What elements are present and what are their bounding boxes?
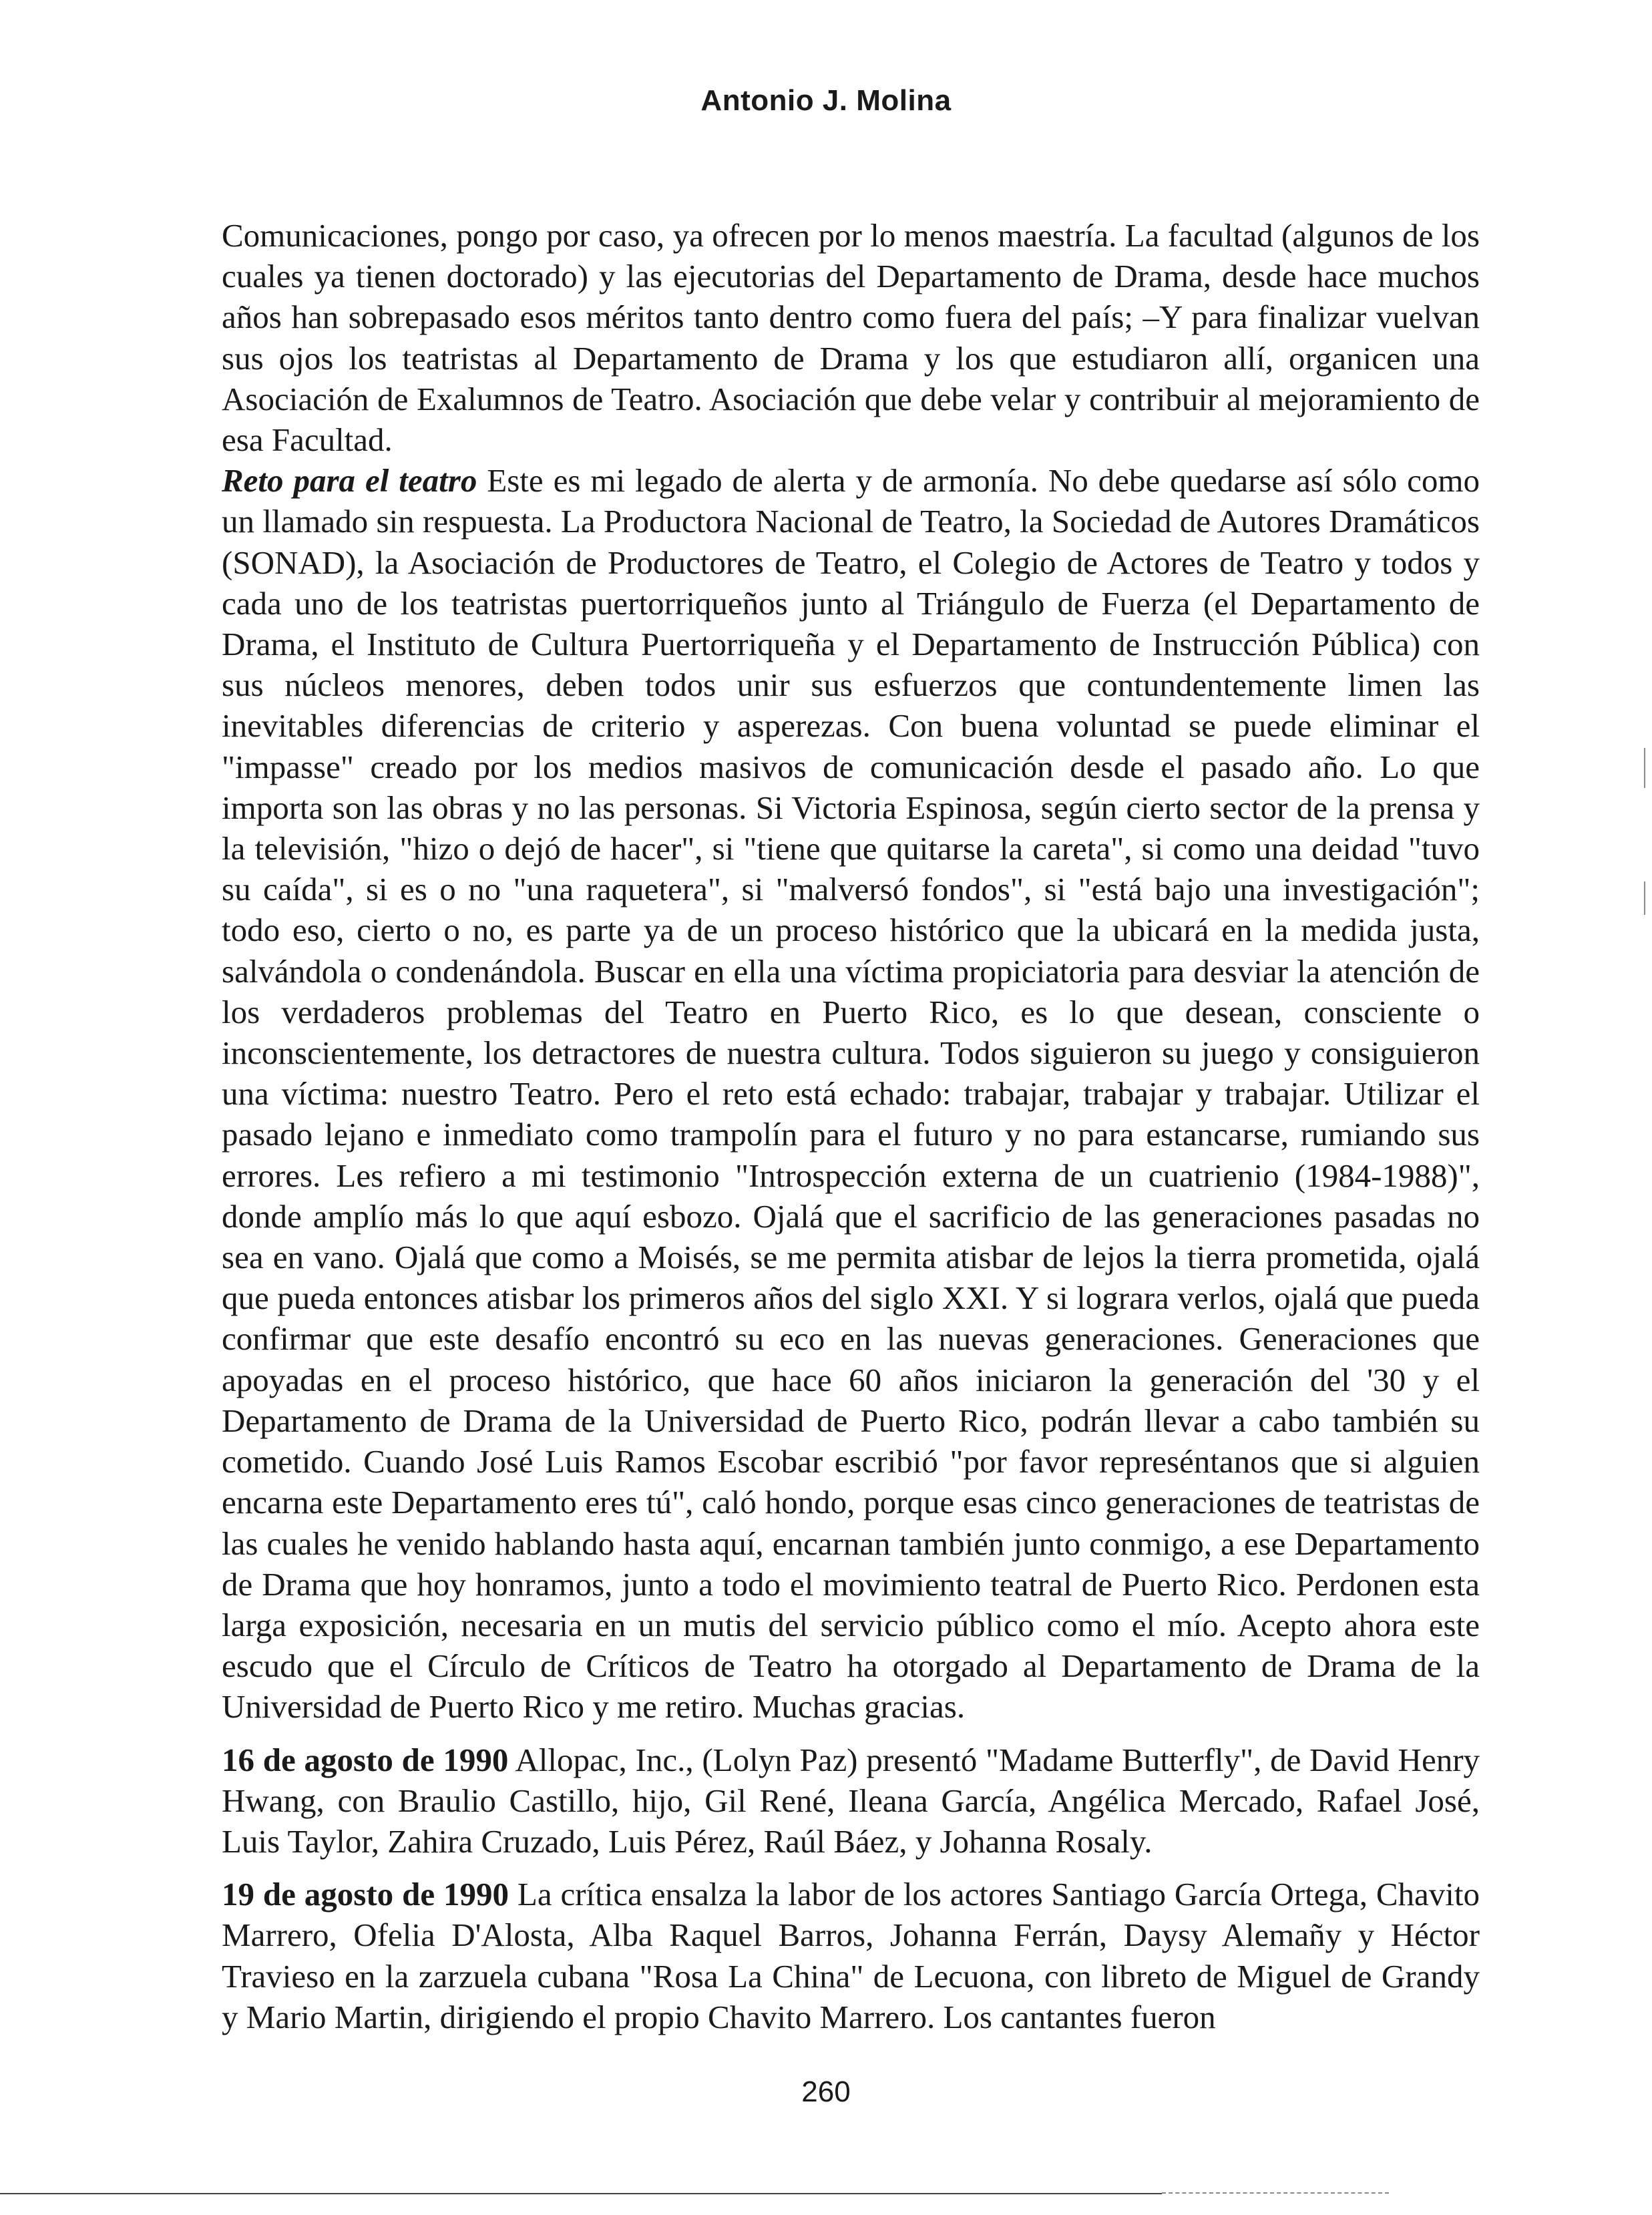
- bottom-scan-rule-dotted: [1162, 2192, 1389, 2194]
- margin-scan-mark: [1644, 881, 1645, 915]
- paragraph-reto-para-el-teatro: [222, 460, 1480, 1727]
- margin-scan-mark: [1644, 748, 1645, 788]
- paragraph-19-agosto-1990: [222, 1874, 1480, 2037]
- paragraph-comunicaciones: [222, 215, 1480, 460]
- paragraph-text: Comunicaciones, pongo por caso, ya ofrecen por lo menos maestría. La facultad (algunos de los cuales ya tienen doctorado) y las ejecutorias del Departamento de Drama, desde hace muchos años han sobrepasado esos méritos tanto dentro como fuera del país; –Y para finalizar vuelvan sus ojos los teatristas al Departamento de Drama y los que estudiaron allí, organicen una Asociación de Exalumnos de Teatro. Asociación que debe velar y contribuir al mejoramiento de esa Facultad.: [222, 217, 1480, 459]
- paragraph-lead-heading: Reto para el teatro: [222, 462, 477, 499]
- paragraph-text: Allopac, Inc., (Lolyn Paz) presentó "Madame Butterfly", de David Henry Hwang, con Braulio Castillo, hijo, Gil René, Ileana García, Angélica Mercado, Rafael José, Luis Taylor, Zahira Cruzado, Luis Pérez, Raúl Báez, y Johanna Rosaly.: [222, 1741, 1480, 1860]
- paragraph-text: La crítica ensalza la labor de los actores Santiago García Ortega, Chavito Marrero, Ofelia D'Alosta, Alba Raquel Barros, Johanna Ferrán, Daysy Alemañy y Héctor Travieso en la zarzuela cubana "Rosa La China" de Lecuona, con libreto de Miguel de Grandy y Mario Martin, dirigiendo el propio Chavito Marrero. Los cantantes fueron: [222, 1876, 1480, 2035]
- running-header-author: Antonio J. Molina: [700, 84, 952, 117]
- bottom-scan-rule: [0, 2193, 1162, 2194]
- page-number: 260: [801, 2075, 851, 2108]
- body-text: [222, 215, 1480, 2037]
- paragraph-date-lead: 19 de agosto de 1990: [222, 1876, 509, 1913]
- paragraph-16-agosto-1990: [222, 1740, 1480, 1862]
- paragraph-date-lead: 16 de agosto de 1990: [222, 1741, 509, 1778]
- paragraph-text: Este es mi legado de alerta y de armonía. No debe quedarse así sólo como un llamado sin respuesta. La Productora Nacional de Teatro, la Sociedad de Autores Dramáticos (SONAD), la Asociación de Productores de Teatro, el Colegio de Actores de Teatro y todos y cada uno de los teatristas puertorriqueños junto al Triángulo de Fuerza (el Departamento de Drama, el Instituto de Cultura Puertorriqueña y el Departamento de Instrucción Pública) con sus núcleos menores, deben todos unir sus esfuerzos que contundentemente limen las inevitables diferencias de criterio y asperezas. Con buena voluntad se puede eliminar el "impasse" creado por los medios masivos de comunicación desde el pasado año. Lo que importa son las obras y no las personas. Si Victoria Espinosa, según cierto sector de la prensa y la televisión, "hizo o dejó de hacer", si "tiene que quitarse la careta", si como una deidad "tuvo su caída", si es o no "una raquetera", si "malversó fondos", si "está bajo una investigación"; todo eso, cierto o no, es parte ya de un proceso histórico que la ubicará en la medida justa, salvándola o condenándola. Buscar en ella una víctima propiciatoria para desviar la atención de los verdaderos problemas del Teatro en Puerto Rico, es lo que desean, consciente o inconscientemente, los detractores de nuestra cultura. Todos siguieron su juego y consiguieron una víctima: nuestro Teatro. Pero el reto está echado: trabajar, trabajar y trabajar. Utilizar el pasado lejano e inmediato como trampolín para el futuro y no para estancarse, rumiando sus errores. Les refiero a mi testimonio "Introspección externa de un cuatrienio (1984-1988)", donde amplío más lo que aquí esbozo. Ojalá que el sacrificio de las generaciones pasadas no sea en vano. Ojalá que como a Moisés, se me permita atisbar de lejos la tierra prometida, ojalá que pueda entonces atisbar los primeros años del siglo XXI. Y si lograra verlos, ojalá que pueda confirmar que este desafío encontró su eco en las nuevas generaciones. Generaciones que apoyadas en el proceso histórico, que hace 60 años iniciaron la generación del '30 y el Departamento de Drama de la Universidad de Puerto Rico, podrán llevar a cabo también su cometido. Cuando José Luis Ramos Escobar escribió "por favor represéntanos que si alguien encarna este Departamento eres tú", caló hondo, porque esas cinco generaciones de teatristas de las cuales he venido hablando hasta aquí, encarnan también junto conmigo, a ese Departamento de Drama que hoy honramos, junto a todo el movimiento teatral de Puerto Rico. Perdonen esta larga exposición, necesaria en un mutis del servicio público como el mío. Acepto ahora este escudo que el Círculo de Críticos de Teatro ha otorgado al Departamento de Drama de la Universidad de Puerto Rico y me retiro. Muchas gracias.: [222, 462, 1480, 1726]
